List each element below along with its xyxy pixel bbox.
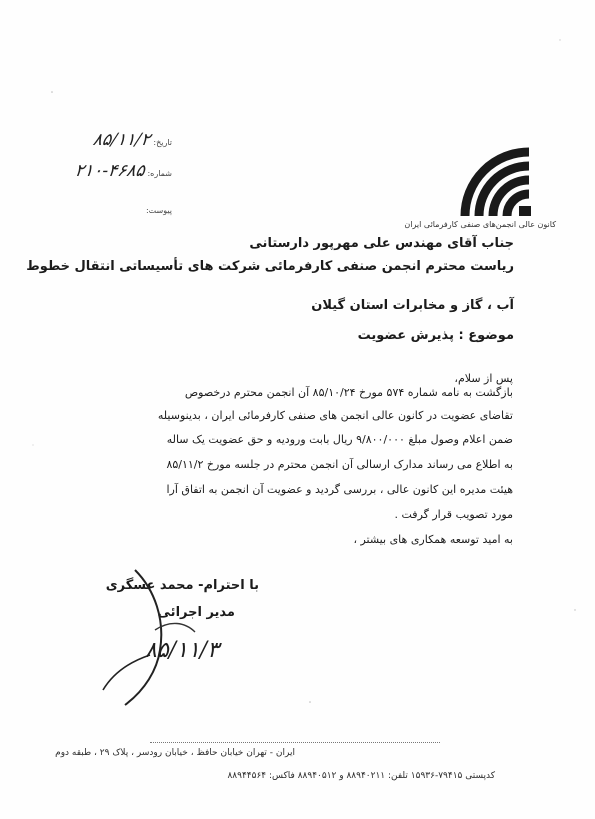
addressee-position: ریاست محترم انجمن صنفی کارفرمائی شرکت های تأسیساتی انتقال خطوط bbox=[26, 259, 514, 274]
body-line: بازگشت به نامه شماره ۵۷۴ مورخ ۸۵/۱۰/۲۴ آن انجمن محترم درخصوص bbox=[184, 386, 513, 399]
handwritten-signature-icon bbox=[95, 560, 210, 710]
signature-title: مدیر اجرائی bbox=[157, 605, 235, 620]
greeting: پس از سلام، bbox=[454, 372, 513, 385]
date-value: ۸۵/۱۱/۲ bbox=[91, 130, 152, 150]
body-line: به اطلاع می رساند مدارک ارسالی آن انجمن محترم در جلسه مورخ ۸۵/۱۱/۲ bbox=[166, 458, 513, 471]
addressee-organization: آب ، گاز و مخابرات استان گیلان bbox=[311, 298, 514, 313]
number-label: شماره: bbox=[147, 169, 172, 178]
handwritten-date: ۸۵/۱۱/۳ bbox=[145, 638, 219, 663]
body-line: مورد تصویب قرار گرفت . bbox=[394, 508, 513, 521]
body-line: هیئت مدیره این کانون عالی ، بررسی گردید و عضویت آن انجمن به اتفاق آرا bbox=[166, 483, 513, 496]
addressee-name: جناب آقای مهندس علی مهرپور دارستانی bbox=[249, 236, 514, 251]
attachment-field bbox=[143, 206, 172, 215]
number-field bbox=[75, 161, 172, 181]
signature-name: با احترام- محمد عسگری bbox=[105, 578, 259, 593]
number-value: ۲۱۰-۴۶۸۵ bbox=[73, 161, 146, 181]
organization-logo-icon bbox=[459, 146, 541, 218]
date-field bbox=[93, 130, 172, 150]
body-line: ضمن اعلام وصول مبلغ ۹/۸۰۰/۰۰۰ ریال بابت ورودیه و حق عضویت یک ساله bbox=[166, 433, 513, 446]
footer-address: ایران - تهران خیابان حافظ ، خیابان رودسر ، پلاک ۲۹ ، طبقه دوم bbox=[55, 748, 295, 758]
attachment-label: پیوست: bbox=[145, 206, 172, 215]
date-label: تاریخ: bbox=[153, 138, 172, 147]
logo-caption: کانون عالی انجمن‌های صنفی کارفرمائی ایران bbox=[404, 220, 556, 229]
body-line: تقاضای عضویت در کانون عالی انجمن های صنفی کارفرمائی ایران ، بدینوسیله bbox=[157, 409, 513, 422]
letter-subject: موضوع : پذیرش عضویت bbox=[357, 328, 514, 343]
footer-divider bbox=[150, 742, 440, 743]
footer-contact: کدپستی ۷۹۴۱۵-۱۵۹۳۶ تلفن: ۸۸۹۴۰۲۱۱ و ۸۸۹۴۰۵۱۲ فاکس: ۸۸۹۴۴۵۶۴ bbox=[227, 771, 495, 781]
closing-line: به امید توسعه همکاری های بیشتر ، bbox=[353, 533, 513, 546]
